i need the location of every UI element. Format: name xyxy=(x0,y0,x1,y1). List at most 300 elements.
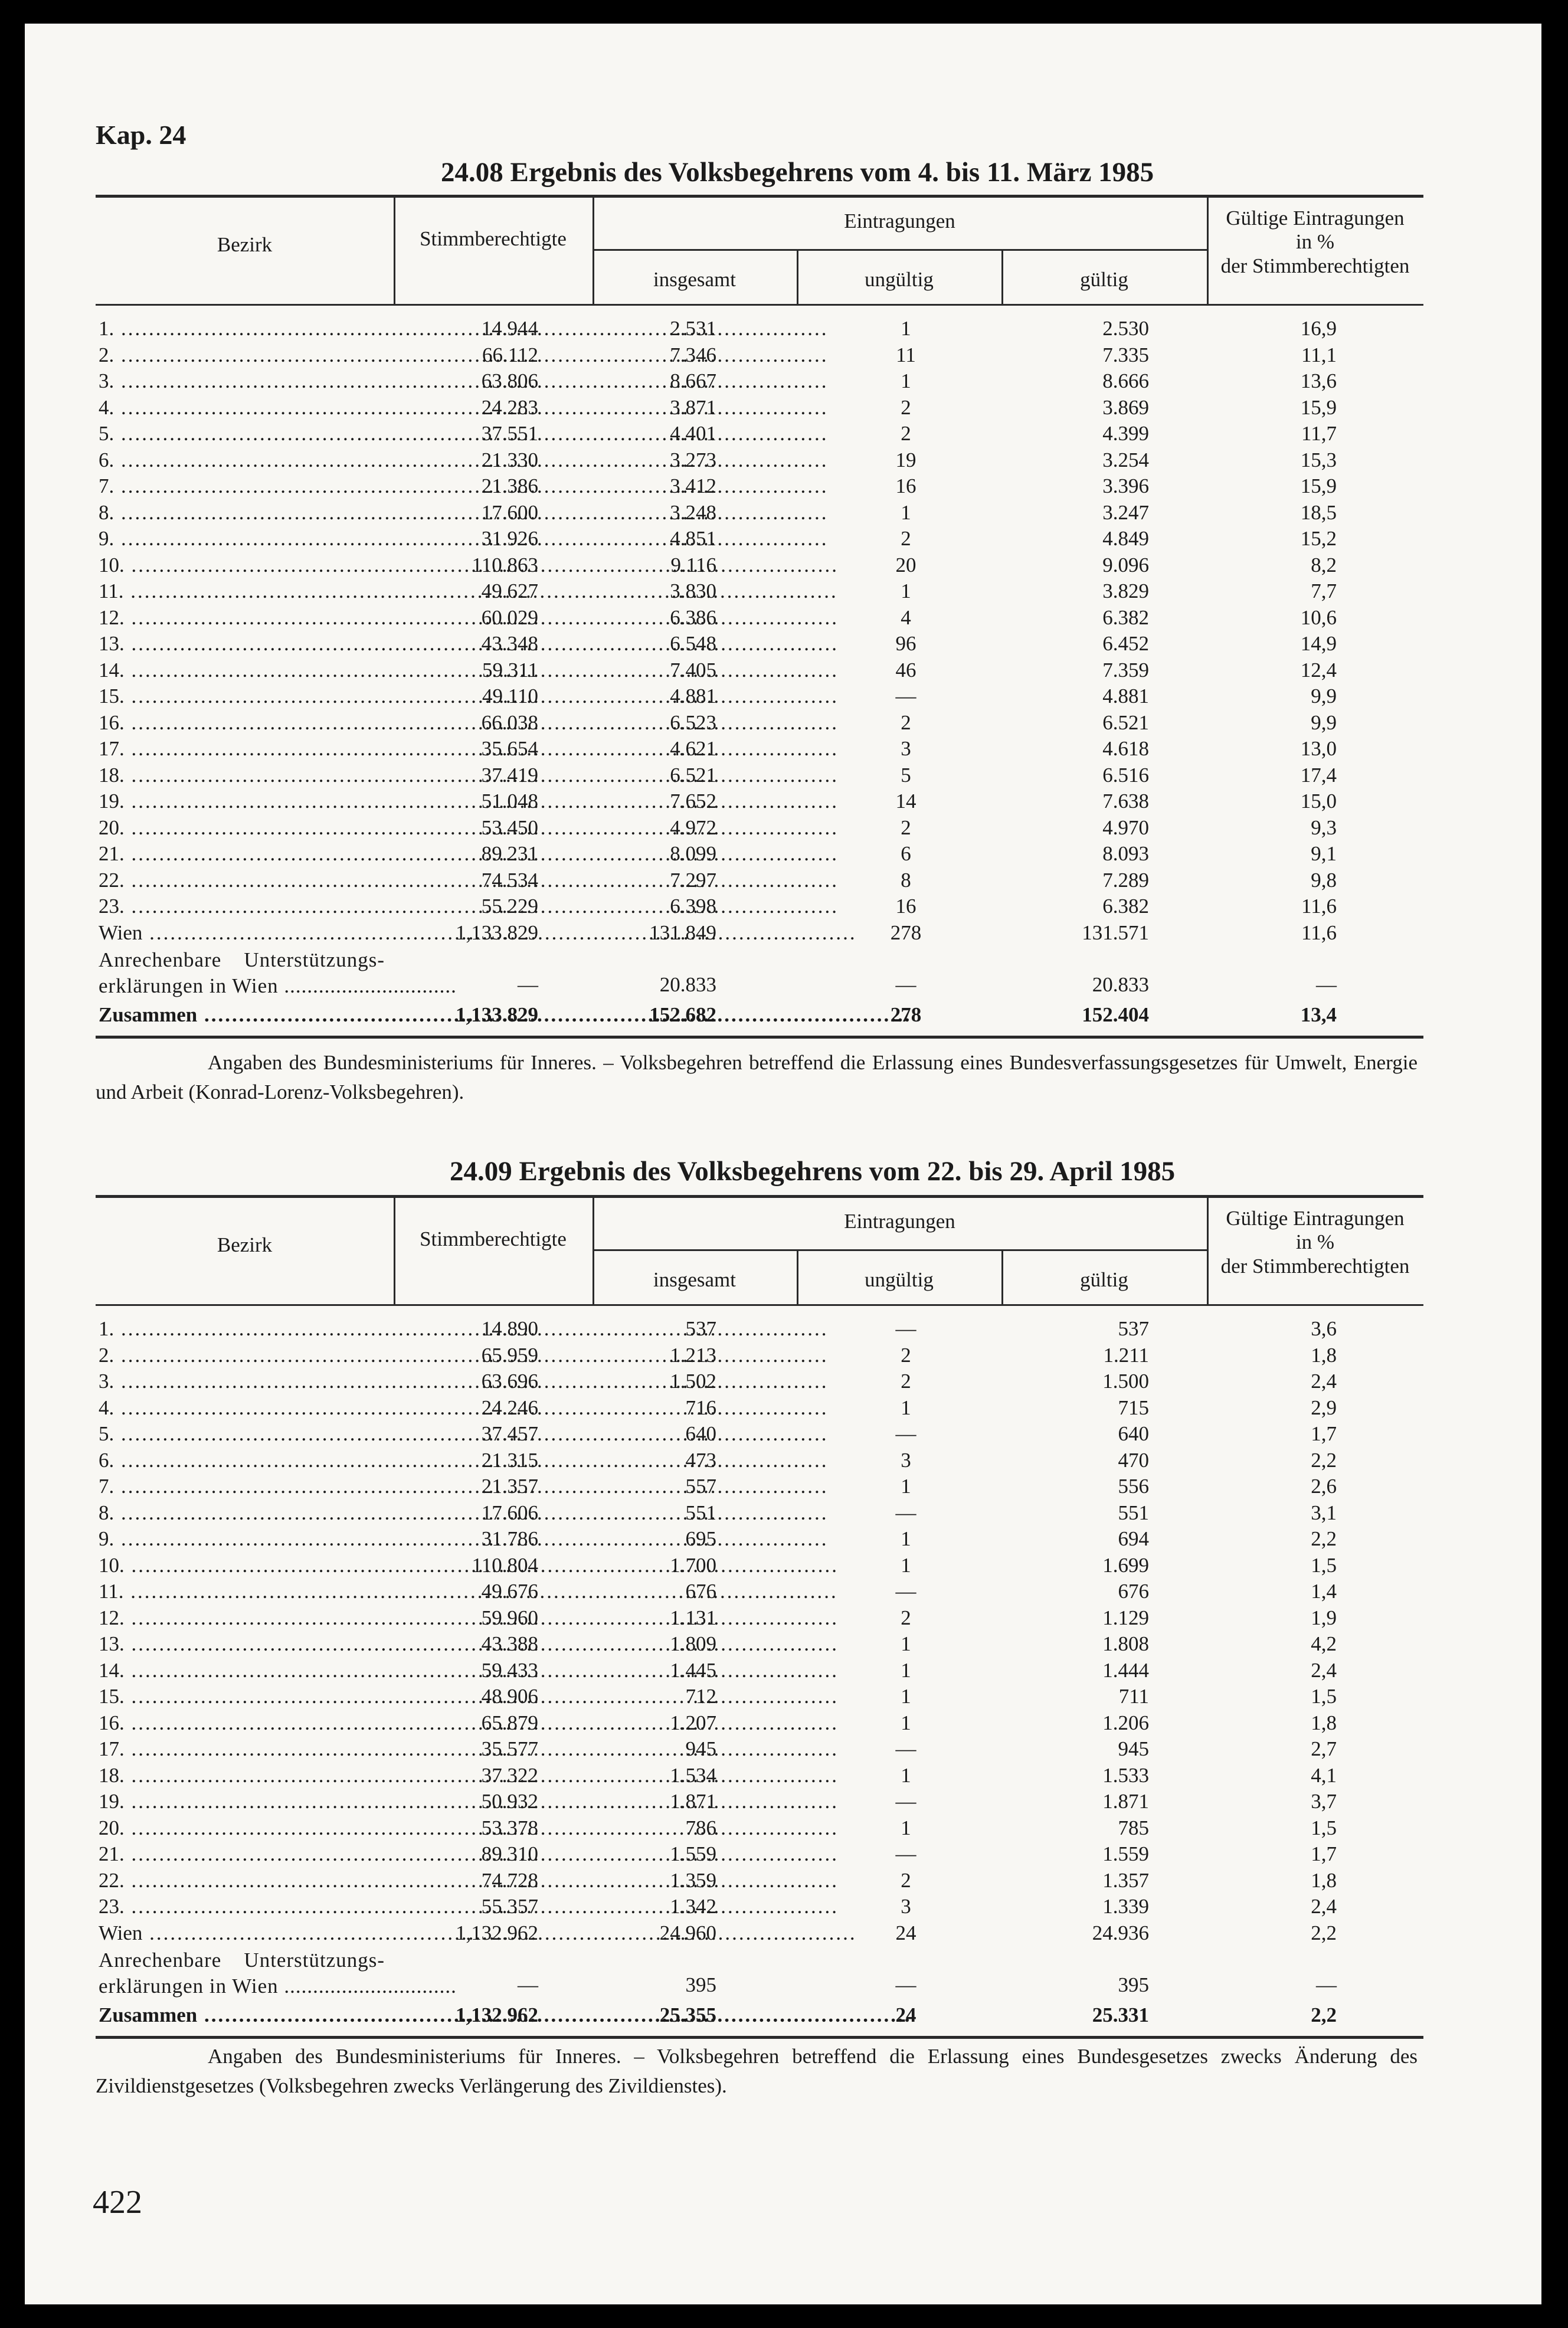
cell-insgesamt: 6.398 xyxy=(670,895,716,918)
cell-insgesamt: 473 xyxy=(685,1449,716,1472)
cell-ungueltig: 24 xyxy=(895,1921,916,1944)
cell-prozent: 16,9 xyxy=(1300,317,1337,340)
cell-gueltig: 3.829 xyxy=(1102,579,1149,603)
cell-prozent: 15,2 xyxy=(1300,527,1337,550)
cell-stimmberechtigte: — xyxy=(518,1973,538,1996)
bottom-rule xyxy=(96,1036,1423,1039)
cell-stimmberechtigte: 24.246 xyxy=(481,1396,538,1419)
cell-prozent: 2,9 xyxy=(1311,1396,1337,1419)
cell-stimmberechtigte: 31.926 xyxy=(481,527,538,550)
cell-prozent: 3,6 xyxy=(1311,1317,1337,1340)
page-number: 422 xyxy=(93,2184,142,2221)
table-row xyxy=(96,632,1423,658)
cell-bezirk-text: erklärungen in Wien xyxy=(99,974,279,997)
cell-bezirk: 3. ..... xyxy=(99,1370,382,1393)
cell-stimmberechtigte: 110.804 xyxy=(472,1554,538,1577)
cell-insgesamt: 945 xyxy=(685,1737,716,1760)
cell-bezirk: 2. ..... xyxy=(99,343,382,367)
cell-stimmberechtigte: 37.457 xyxy=(481,1422,538,1445)
cell-prozent: 10,6 xyxy=(1300,606,1337,629)
header-insgesamt: insgesamt xyxy=(653,1268,736,1291)
cell-prozent: — xyxy=(1316,973,1337,996)
cell-insgesamt: 4.881 xyxy=(670,685,716,708)
cell-prozent: 11,6 xyxy=(1301,895,1337,918)
cell-gueltig: 25.331 xyxy=(1092,2003,1149,2026)
cell-prozent: 14,9 xyxy=(1300,632,1337,655)
cell-ungueltig: 278 xyxy=(890,921,922,944)
cell-stimmberechtigte: 110.863 xyxy=(472,554,538,577)
cell-bezirk: 19. ..... xyxy=(99,790,382,813)
cell-ungueltig: 1 xyxy=(901,1711,911,1734)
cell-ungueltig: 2 xyxy=(901,1370,911,1393)
cell-ungueltig: 2 xyxy=(901,711,911,734)
cell-stimmberechtigte: 74.534 xyxy=(481,869,538,892)
cell-gueltig: 3.254 xyxy=(1102,448,1149,472)
cell-prozent: 9,9 xyxy=(1311,711,1337,734)
cell-ungueltig: 1 xyxy=(901,1396,911,1419)
cell-prozent: 17,4 xyxy=(1300,764,1337,787)
cell-bezirk: 20. ..... xyxy=(99,816,382,840)
cell-insgesamt: 4.401 xyxy=(670,422,716,445)
cell-ungueltig: 1 xyxy=(901,579,911,603)
cell-insgesamt: 551 xyxy=(685,1501,716,1524)
cell-bezirk: 4. ..... xyxy=(99,1396,382,1420)
cell-bezirk: 14. ..... xyxy=(99,1659,382,1682)
top-rule xyxy=(96,1195,1423,1198)
cell-stimmberechtigte: 50.932 xyxy=(481,1790,538,1813)
table-row-total xyxy=(96,2003,1423,2029)
cell-gueltig: 4.849 xyxy=(1102,527,1149,550)
cell-prozent: 12,4 xyxy=(1300,659,1337,682)
cell-insgesamt: 1.871 xyxy=(670,1790,716,1813)
table-row-total xyxy=(96,1003,1423,1029)
cell-bezirk: 13. ..... xyxy=(99,1632,382,1656)
cell-ungueltig: — xyxy=(895,1422,916,1445)
cell-ungueltig: — xyxy=(895,685,916,708)
cell-insgesamt: 8.099 xyxy=(670,842,716,865)
cell-ungueltig: 1 xyxy=(901,1632,911,1655)
cell-ungueltig: 16 xyxy=(895,474,916,497)
cell-gueltig: 551 xyxy=(1118,1501,1149,1524)
cell-insgesamt: 7.652 xyxy=(670,790,716,813)
cell-gueltig: 131.571 xyxy=(1082,921,1149,944)
table-row xyxy=(96,1790,1423,1816)
cell-ungueltig: 6 xyxy=(901,842,911,865)
cell-gueltig: 3.869 xyxy=(1102,396,1149,419)
cell-insgesamt: 6.548 xyxy=(670,632,716,655)
table-row xyxy=(96,842,1423,868)
table-row xyxy=(96,1606,1423,1632)
header-prozent-line: in % xyxy=(1295,230,1335,254)
cell-insgesamt: 3.871 xyxy=(670,396,716,419)
table-row xyxy=(96,1659,1423,1685)
cell-stimmberechtigte: 35.577 xyxy=(481,1737,538,1760)
cell-gueltig: 676 xyxy=(1118,1580,1149,1603)
cell-ungueltig: — xyxy=(895,1501,916,1524)
cell-bezirk: 7. ..... xyxy=(99,474,382,498)
cell-ungueltig: 19 xyxy=(895,448,916,472)
leader-dots: .............................. xyxy=(278,1975,457,1998)
cell-prozent: 11,6 xyxy=(1301,921,1337,944)
cell-insgesamt: 3.248 xyxy=(670,501,716,524)
cell-bezirk: Zusammen ..... xyxy=(99,1003,382,1027)
header-prozent-line: der Stimmberechtigten xyxy=(1220,254,1410,277)
cell-ungueltig: — xyxy=(895,1317,916,1340)
cell-prozent: 2,2 xyxy=(1311,1921,1337,1944)
cell-gueltig: 9.096 xyxy=(1102,554,1149,577)
header-eintragungen: Eintragungen xyxy=(844,1210,955,1233)
results-table-2408 xyxy=(96,195,1423,1033)
table-title: 24.08 Ergebnis des Volksbegehrens vom 4. bis 11. März 1985 xyxy=(441,157,1154,188)
cell-bezirk: 21. ..... xyxy=(99,1842,382,1866)
cell-prozent: 9,9 xyxy=(1311,685,1337,708)
table-row xyxy=(96,474,1423,500)
leader-dots: .............................. xyxy=(278,974,457,997)
cell-prozent: 8,2 xyxy=(1311,554,1337,577)
cell-insgesamt: 537 xyxy=(685,1317,716,1340)
table-row xyxy=(96,1396,1423,1422)
cell-stimmberechtigte: 35.654 xyxy=(481,737,538,760)
cell-gueltig: 6.452 xyxy=(1102,632,1149,655)
cell-gueltig: 6.382 xyxy=(1102,606,1149,629)
cell-stimmberechtigte: 1,132.962 xyxy=(456,2003,538,2026)
cell-gueltig: 6.516 xyxy=(1102,764,1149,787)
cell-ungueltig: — xyxy=(895,1790,916,1813)
cell-stimmberechtigte: 21.330 xyxy=(481,448,538,472)
cell-bezirk: 5. ..... xyxy=(99,1422,382,1446)
cell-bezirk: 12. ..... xyxy=(99,1606,382,1630)
cell-stimmberechtigte: 17.606 xyxy=(481,1501,538,1524)
cell-prozent: 1,8 xyxy=(1311,1869,1337,1892)
cell-insgesamt: 7.297 xyxy=(670,869,716,892)
cell-bezirk: 6. ..... xyxy=(99,448,382,472)
cell-prozent: 2,2 xyxy=(1311,1449,1337,1472)
cell-bezirk-line: Anrechenbare Unterstützungs- xyxy=(99,1949,385,1972)
table-row xyxy=(96,737,1423,763)
cell-stimmberechtigte: 49.676 xyxy=(481,1580,538,1603)
cell-bezirk: 11. ..... xyxy=(99,579,382,603)
cell-bezirk: 13. ..... xyxy=(99,632,382,656)
cell-prozent: 9,3 xyxy=(1311,816,1337,839)
table-row-extra xyxy=(96,1947,1423,1999)
header-prozent-line: Gültige Eintragungen xyxy=(1226,207,1405,230)
cell-prozent: 1,7 xyxy=(1311,1422,1337,1445)
cell-ungueltig: 1 xyxy=(901,1475,911,1498)
cell-gueltig: 1.339 xyxy=(1102,1895,1149,1918)
cell-ungueltig: 2 xyxy=(901,396,911,419)
cell-stimmberechtigte: 49.110 xyxy=(482,685,538,708)
cell-stimmberechtigte: 1,133.829 xyxy=(456,921,538,944)
cell-insgesamt: 640 xyxy=(685,1422,716,1445)
cell-stimmberechtigte: 89.231 xyxy=(481,842,538,865)
cell-prozent: 1,4 xyxy=(1311,1580,1337,1603)
cell-insgesamt: 1.359 xyxy=(670,1869,716,1892)
cell-stimmberechtigte: 74.728 xyxy=(481,1869,538,1892)
table-row xyxy=(96,1501,1423,1527)
cell-gueltig: 694 xyxy=(1118,1527,1149,1550)
cell-bezirk: 7. ..... xyxy=(99,1475,382,1498)
cell-bezirk: 8. ..... xyxy=(99,501,382,525)
cell-insgesamt: 3.273 xyxy=(670,448,716,472)
cell-prozent: 2,4 xyxy=(1311,1659,1337,1682)
table-row xyxy=(96,685,1423,710)
cell-prozent: 1,8 xyxy=(1311,1711,1337,1734)
cell-insgesamt: 395 xyxy=(685,1973,716,1996)
cell-insgesamt: 25.355 xyxy=(659,2003,716,2026)
cell-bezirk: Wien ..... xyxy=(99,921,382,945)
cell-gueltig: 1.211 xyxy=(1103,1344,1149,1367)
cell-ungueltig: 3 xyxy=(901,1449,911,1472)
results-table-2409 xyxy=(96,1195,1423,2027)
cell-gueltig: 8.666 xyxy=(1102,369,1149,392)
cell-stimmberechtigte: 55.229 xyxy=(481,895,538,918)
table-row xyxy=(96,501,1423,527)
cell-stimmberechtigte: 37.551 xyxy=(481,422,538,445)
table-row xyxy=(96,554,1423,579)
cell-bezirk: 1. ..... xyxy=(99,1317,382,1341)
cell-gueltig: 4.618 xyxy=(1102,737,1149,760)
cell-prozent: 11,1 xyxy=(1301,343,1337,366)
cell-gueltig: 1.129 xyxy=(1102,1606,1149,1629)
cell-bezirk: 2. ..... xyxy=(99,1344,382,1367)
cell-ungueltig: 4 xyxy=(901,606,911,629)
cell-bezirk: 15. ..... xyxy=(99,685,382,708)
table-row xyxy=(96,1842,1423,1868)
eintragungen-underline xyxy=(592,249,1207,251)
cell-ungueltig: 14 xyxy=(895,790,916,813)
cell-prozent: 13,4 xyxy=(1300,1003,1337,1026)
table-row xyxy=(96,606,1423,632)
cell-gueltig: 470 xyxy=(1118,1449,1149,1472)
cell-insgesamt: 1.700 xyxy=(670,1554,716,1577)
cell-stimmberechtigte: 14.944 xyxy=(481,317,538,340)
cell-bezirk: 17. ..... xyxy=(99,737,382,761)
table-row xyxy=(96,764,1423,790)
table-row xyxy=(96,1816,1423,1842)
cell-bezirk: 21. ..... xyxy=(99,842,382,866)
table-row xyxy=(96,1370,1423,1396)
header-prozent-line: Gültige Eintragungen xyxy=(1226,1207,1405,1230)
cell-bezirk-line: Anrechenbare Unterstützungs- xyxy=(99,948,385,971)
cell-bezirk: 9. ..... xyxy=(99,527,382,551)
cell-stimmberechtigte: 89.310 xyxy=(481,1842,538,1865)
cell-insgesamt: 3.830 xyxy=(670,579,716,603)
cell-insgesamt: 7.405 xyxy=(670,659,716,682)
table-row xyxy=(96,1527,1423,1553)
cell-bezirk: 19. ..... xyxy=(99,1790,382,1813)
table-row xyxy=(96,1632,1423,1658)
cell-ungueltig: — xyxy=(895,1580,916,1603)
cell-stimmberechtigte: 60.029 xyxy=(481,606,538,629)
table-row-extra xyxy=(96,947,1423,999)
table-row xyxy=(96,711,1423,737)
cell-insgesamt: 1.559 xyxy=(670,1842,716,1865)
cell-ungueltig: 16 xyxy=(895,895,916,918)
cell-prozent: 1,5 xyxy=(1311,1554,1337,1577)
cell-stimmberechtigte: 43.348 xyxy=(481,632,538,655)
cell-gueltig: 2.530 xyxy=(1102,317,1149,340)
cell-gueltig: 7.335 xyxy=(1102,343,1149,366)
cell-bezirk: 22. ..... xyxy=(99,869,382,892)
cell-insgesamt: 1.502 xyxy=(670,1370,716,1393)
cell-gueltig: 1.357 xyxy=(1102,1869,1149,1892)
cell-gueltig: 6.521 xyxy=(1102,711,1149,734)
cell-bezirk: 16. ..... xyxy=(99,711,382,735)
table-row xyxy=(96,1711,1423,1737)
cell-insgesamt: 4.972 xyxy=(670,816,716,839)
cell-bezirk: 20. ..... xyxy=(99,1816,382,1840)
cell-insgesamt: 676 xyxy=(685,1580,716,1603)
cell-gueltig: 715 xyxy=(1118,1396,1149,1419)
table-footnote: Angaben des Bundesministeriums für Inneres. – Volksbegehren betreffend die Erlassung eines Bundesgesetzes zwecks Änderung des Zivildienstgesetzes (Volksbegehren zwecks Verlängerung des Zivildienstes). xyxy=(96,2045,1418,2097)
table-row xyxy=(96,790,1423,816)
cell-prozent: 9,8 xyxy=(1311,869,1337,892)
cell-stimmberechtigte: 66.038 xyxy=(481,711,538,734)
cell-ungueltig: 1 xyxy=(901,1554,911,1577)
cell-ungueltig: 2 xyxy=(901,1606,911,1629)
table-row xyxy=(96,1921,1423,1947)
cell-prozent: 15,0 xyxy=(1300,790,1337,813)
cell-bezirk: 3. ..... xyxy=(99,369,382,393)
cell-stimmberechtigte: 24.283 xyxy=(481,396,538,419)
cell-insgesamt: 1.207 xyxy=(670,1711,716,1734)
header-bezirk: Bezirk xyxy=(217,233,273,256)
cell-prozent: 3,7 xyxy=(1311,1790,1337,1813)
cell-prozent: 4,1 xyxy=(1311,1764,1337,1787)
cell-prozent: 9,1 xyxy=(1311,842,1337,865)
cell-gueltig: 3.396 xyxy=(1102,474,1149,497)
cell-stimmberechtigte: 17.600 xyxy=(481,501,538,524)
cell-gueltig: 556 xyxy=(1118,1475,1149,1498)
cell-prozent: 2,7 xyxy=(1311,1737,1337,1760)
table-row xyxy=(96,1580,1423,1606)
cell-ungueltig: 2 xyxy=(901,1869,911,1892)
cell-bezirk: 6. ..... xyxy=(99,1449,382,1472)
header-stimmberechtigte: Stimmberechtigte xyxy=(420,1227,567,1250)
cell-ungueltig: 1 xyxy=(901,1816,911,1839)
table-row xyxy=(96,1554,1423,1580)
cell-ungueltig: 1 xyxy=(901,1659,911,1682)
cell-prozent: 1,9 xyxy=(1311,1606,1337,1629)
cell-ungueltig: 2 xyxy=(901,1344,911,1367)
cell-prozent: 2,6 xyxy=(1311,1475,1337,1498)
cell-prozent: 13,6 xyxy=(1300,369,1337,392)
table-row xyxy=(96,921,1423,947)
table-row xyxy=(96,369,1423,395)
cell-gueltig: 4.881 xyxy=(1102,685,1149,708)
table-row xyxy=(96,1685,1423,1711)
table-row xyxy=(96,396,1423,422)
table-footnote: Angaben des Bundesministeriums für Inneres. – Volksbegehren betreffend die Erlassung eines Bundesverfassungsgesetzes für Umwelt, Energie und Arbeit (Konrad-Lorenz-Volksbegehren). xyxy=(96,1051,1418,1104)
cell-gueltig: 537 xyxy=(1118,1317,1149,1340)
table-row xyxy=(96,343,1423,369)
cell-insgesamt: 1.445 xyxy=(670,1659,716,1682)
cell-stimmberechtigte: 21.315 xyxy=(481,1449,538,1472)
cell-ungueltig: 1 xyxy=(901,1764,911,1787)
cell-prozent: 2,2 xyxy=(1311,2003,1337,2026)
cell-gueltig: 1.699 xyxy=(1102,1554,1149,1577)
cell-stimmberechtigte: 31.786 xyxy=(481,1527,538,1550)
cell-gueltig: 640 xyxy=(1118,1422,1149,1445)
header-prozent-line: der Stimmberechtigten xyxy=(1220,1254,1410,1278)
cell-gueltig: 1.206 xyxy=(1102,1711,1149,1734)
cell-prozent: 2,2 xyxy=(1311,1527,1337,1550)
cell-ungueltig: 1 xyxy=(901,369,911,392)
header-gueltig: gültig xyxy=(1080,268,1128,291)
cell-gueltig: 711 xyxy=(1118,1685,1149,1708)
cell-stimmberechtigte: 65.959 xyxy=(481,1344,538,1367)
cell-gueltig: 7.638 xyxy=(1102,790,1149,813)
cell-insgesamt: 6.521 xyxy=(670,764,716,787)
cell-gueltig: 1.444 xyxy=(1102,1659,1149,1682)
header-insgesamt: insgesamt xyxy=(653,268,736,291)
cell-insgesamt: 9.116 xyxy=(670,554,716,577)
cell-prozent: 15,9 xyxy=(1300,474,1337,497)
header-stimmberechtigte: Stimmberechtigte xyxy=(420,227,567,250)
cell-bezirk: 4. ..... xyxy=(99,396,382,420)
cell-gueltig: 1.808 xyxy=(1102,1632,1149,1655)
cell-stimmberechtigte: 49.627 xyxy=(481,579,538,603)
cell-insgesamt: 1.131 xyxy=(670,1606,716,1629)
cell-insgesamt: 6.523 xyxy=(670,711,716,734)
cell-stimmberechtigte: 37.419 xyxy=(481,764,538,787)
cell-stimmberechtigte: 43.388 xyxy=(481,1632,538,1655)
cell-insgesamt: 1.213 xyxy=(670,1344,716,1367)
cell-stimmberechtigte: 66.112 xyxy=(482,343,538,366)
cell-ungueltig: — xyxy=(895,1737,916,1760)
cell-ungueltig: 2 xyxy=(901,527,911,550)
cell-stimmberechtigte: 1,132.962 xyxy=(456,1921,538,1944)
cell-gueltig: 8.093 xyxy=(1102,842,1149,865)
header-prozent xyxy=(1207,1207,1423,1278)
cell-gueltig: 1.871 xyxy=(1102,1790,1149,1813)
cell-ungueltig: 1 xyxy=(901,1685,911,1708)
cell-insgesamt: 716 xyxy=(685,1396,716,1419)
cell-ungueltig: 2 xyxy=(901,422,911,445)
cell-bezirk: Zusammen ..... xyxy=(99,2003,382,2027)
cell-insgesamt: 6.386 xyxy=(670,606,716,629)
header-prozent xyxy=(1207,207,1423,278)
cell-gueltig: 7.359 xyxy=(1102,659,1149,682)
cell-insgesamt: 3.412 xyxy=(670,474,716,497)
cell-prozent: 13,0 xyxy=(1300,737,1337,760)
header-bezirk: Bezirk xyxy=(217,1233,273,1256)
cell-gueltig: 24.936 xyxy=(1092,1921,1149,1944)
cell-insgesamt: 7.346 xyxy=(670,343,716,366)
cell-stimmberechtigte: 37.322 xyxy=(481,1764,538,1787)
bottom-rule xyxy=(96,2036,1423,2039)
cell-bezirk: 22. ..... xyxy=(99,1869,382,1892)
cell-ungueltig: 24 xyxy=(895,2003,916,2026)
cell-prozent: 4,2 xyxy=(1311,1632,1337,1655)
cell-prozent: 1,5 xyxy=(1311,1816,1337,1839)
table-row xyxy=(96,1344,1423,1370)
cell-ungueltig: 1 xyxy=(901,1527,911,1550)
cell-insgesamt: 695 xyxy=(685,1527,716,1550)
cell-bezirk: 9. ..... xyxy=(99,1527,382,1551)
cell-stimmberechtigte: 53.378 xyxy=(481,1816,538,1839)
cell-prozent: 11,7 xyxy=(1301,422,1337,445)
cell-bezirk: 8. ..... xyxy=(99,1501,382,1525)
cell-insgesamt: 1.534 xyxy=(670,1764,716,1787)
cell-insgesamt: 4.851 xyxy=(670,527,716,550)
cell-insgesamt: 1.809 xyxy=(670,1632,716,1655)
cell-insgesamt: 152.682 xyxy=(649,1003,716,1026)
cell-stimmberechtigte: 59.960 xyxy=(481,1606,538,1629)
cell-ungueltig: 11 xyxy=(896,343,916,366)
cell-gueltig: 785 xyxy=(1118,1816,1149,1839)
cell-gueltig: 152.404 xyxy=(1082,1003,1149,1026)
